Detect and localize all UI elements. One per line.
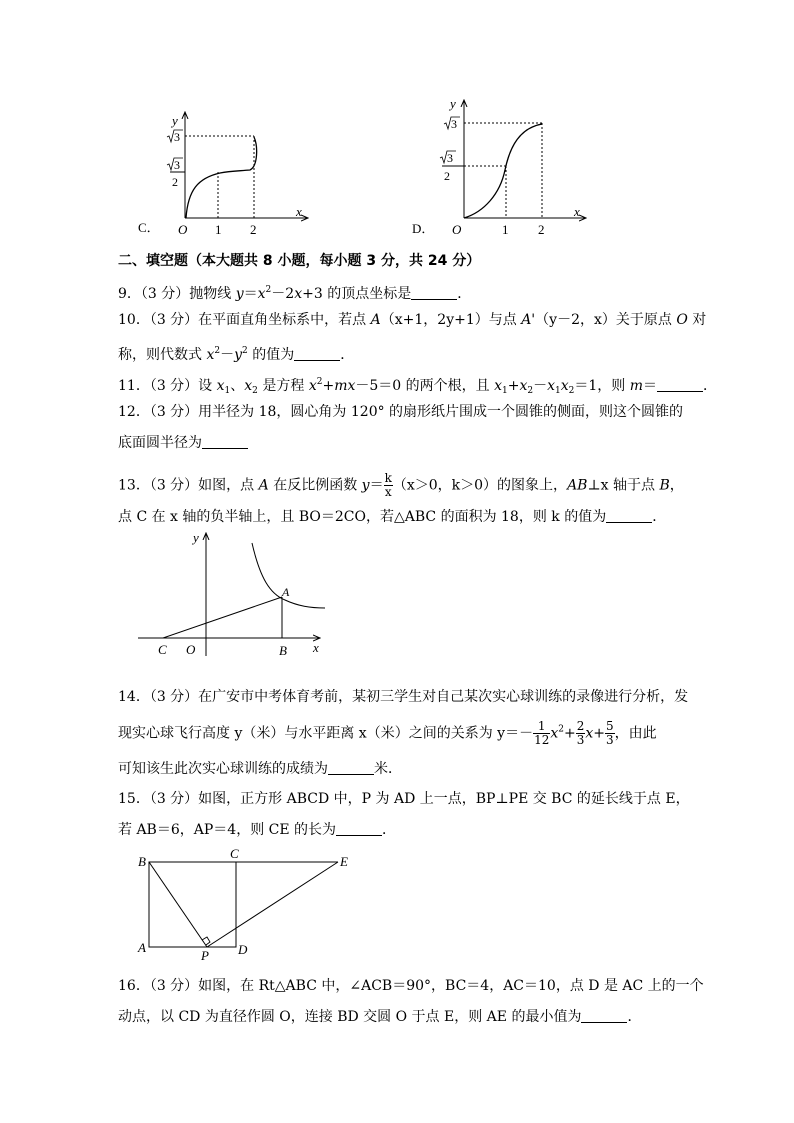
fraction-k-over-x: $\frac{k}{x}$ bbox=[384, 471, 392, 499]
question-14-line-2: 现实心球飞行高度 y（米）与水平距离 x（米）之间的关系为 y＝－ $\frac{1}{12}$ $x^2+$ $\frac{2}{3}$ x+ $\frac{5}{3}$ ，由此 bbox=[118, 719, 657, 747]
answer-blank[interactable] bbox=[328, 762, 374, 775]
root3-top: 3 bbox=[174, 130, 180, 144]
figure-q13 bbox=[130, 528, 330, 658]
answer-blank[interactable] bbox=[202, 436, 248, 449]
question-15-line-2: 若 AB＝6，AP＝4，则 CE 的长为 ． bbox=[118, 822, 397, 838]
point-p: P bbox=[201, 948, 209, 962]
point-b: B bbox=[138, 854, 146, 869]
question-16: 16．（3 分）如图，在 Rt△ABC 中，∠ACB＝90°，BC＝4，AC＝10，点 D 是 AC 上的一个 bbox=[118, 978, 704, 994]
point-c: C bbox=[230, 846, 239, 861]
y-label: y bbox=[450, 96, 456, 111]
tick-1: 1 bbox=[215, 222, 222, 237]
tick-2: 2 bbox=[250, 222, 257, 237]
x-label: x bbox=[313, 640, 319, 655]
question-10: 10．（3 分）在平面直角坐标系中，若点 A（x+1，2y+1）与点 A'（y－2，x）关于原点 O 对 bbox=[118, 312, 707, 328]
x-label: x bbox=[574, 204, 580, 219]
option-label: C． bbox=[138, 220, 160, 235]
half-denominator: 2 bbox=[444, 169, 450, 183]
question-10-line-2: 称，则代数式 $x^2-y^2$ 的值为 ． bbox=[118, 346, 355, 363]
origin-label: O bbox=[452, 222, 462, 237]
answer-blank[interactable] bbox=[294, 348, 340, 361]
question-9: 9．（3 分）抛物线 $y=x^2-2x+3$ 的顶点坐标是 ． bbox=[118, 285, 472, 302]
origin-label: O bbox=[186, 642, 196, 657]
question-13: 13．（3 分）如图，点 A 在反比例函数 y＝ $\frac{k}{x}$ （x＞0，k＞0）的图象上，AB⊥x 轴于点 B， bbox=[118, 471, 684, 499]
root3-top: 3 bbox=[451, 117, 457, 131]
root3-mid: 3 bbox=[447, 151, 453, 165]
question-14: 14．（3 分）在广安市中考体育考前，某初三学生对自己某次实心球训练的录像进行分析，发 bbox=[118, 689, 689, 705]
y-label: y bbox=[193, 530, 199, 545]
origin-label: O bbox=[178, 222, 188, 237]
point-b: B bbox=[279, 643, 287, 658]
answer-blank[interactable] bbox=[581, 1010, 627, 1023]
question-12-line-2: 底面圆半径为 bbox=[118, 435, 248, 451]
point-c: C bbox=[158, 642, 167, 657]
option-label: D． bbox=[412, 221, 435, 236]
point-e: E bbox=[340, 854, 348, 869]
graph-option-c bbox=[130, 100, 320, 240]
answer-blank[interactable] bbox=[606, 510, 652, 523]
question-15: 15．（3 分）如图，正方形 ABCD 中，P 为 AD 上一点，BP⊥PE 交 BC 的延长线于点 E， bbox=[118, 791, 690, 807]
curve bbox=[186, 137, 257, 218]
figure-q15 bbox=[130, 844, 360, 962]
tick-1: 1 bbox=[502, 222, 509, 237]
question-16-line-2: 动点，以 CD 为直径作圆 O，连接 BD 交圆 O 于点 E，则 AE 的最小值为 ． bbox=[118, 1009, 642, 1025]
point-a: A bbox=[282, 585, 290, 599]
point-a: A bbox=[138, 940, 146, 955]
root3-mid: 3 bbox=[174, 158, 180, 172]
point-d: D bbox=[238, 942, 248, 957]
question-14-line-3: 可知该生此次实心球训练的成绩为 米． bbox=[118, 761, 402, 777]
curve bbox=[464, 124, 542, 218]
question-11: 11．（3 分）设 $x_1$、$x_2$ 是方程 $x^2+mx-5=0$ 的两个根，且 $x_1+x_2-x_1x_2=1$，则 m＝ ． bbox=[118, 377, 718, 396]
question-12: 12．（3 分）用半径为 18，圆心角为 120° 的扇形纸片围成一个圆锥的侧面，则这个圆锥的 bbox=[118, 404, 684, 420]
graph-option-d bbox=[404, 90, 594, 240]
section-title: 二、填空题（本大题共 8 小题，每小题 3 分，共 24 分） bbox=[118, 253, 481, 269]
square-abcd bbox=[149, 862, 236, 947]
answer-blank[interactable] bbox=[411, 287, 457, 300]
answer-blank[interactable] bbox=[336, 823, 382, 836]
y-label: y bbox=[172, 113, 178, 128]
question-13-line-2: 点 C 在 x 轴的负半轴上，且 BO＝2CO，若△ABC 的面积为 18，则 k 的值为 ． bbox=[118, 509, 667, 525]
answer-blank[interactable] bbox=[657, 379, 703, 392]
tick-2: 2 bbox=[538, 222, 545, 237]
half-denominator: 2 bbox=[172, 175, 178, 189]
x-label: x bbox=[296, 204, 302, 219]
